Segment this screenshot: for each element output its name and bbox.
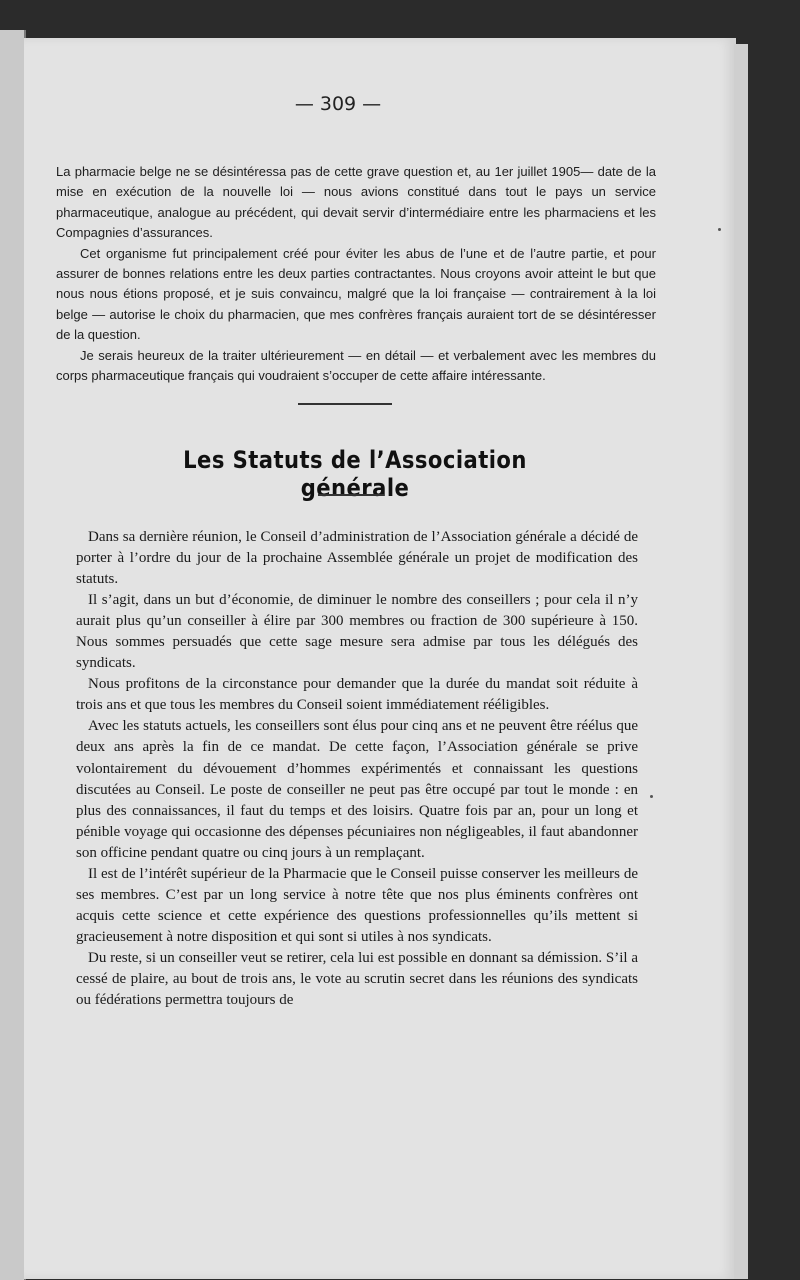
- body-paragraph: Dans sa dernière réunion, le Conseil d’administration de l’Association générale a décidé de porter à l’ordre du jour de la prochaine Assemblée générale un projet de modification des statuts.: [76, 529, 638, 588]
- margin-speck: [650, 795, 653, 798]
- body-paragraph: Avec les statuts actuels, les conseillers sont élus pour cinq ans et ne peuvent être réélus que deux ans après la fin de ce mandat. De cette façon, l’Association générale se prive volontairement du dévouement d’hommes expérimentés et connaissant les questions discutées au Conseil. Le poste de conseiller ne peut pas être occupé par tout le monde : en plus des connaissances, il faut du temps et des loisirs. Quatre fois par an, pour un long et pénible voyage qui occasionne des dépenses pécuniaires non négligeables, il faut abandonner son officine pendant quatre ou cinq jours à un remplaçant.: [76, 718, 638, 861]
- intro-paragraph: La pharmacie belge ne se désintéressa pas de cette grave question et, au 1er juillet 1905— date de la mise en exécution de la nouvelle loi — nous avions constitué dans tout le pays un service pharmaceutique, analogue au précédent, qui devait servir d’intermédiaire entre les pharmaciens et les Compagnies d’assurances.: [56, 164, 656, 241]
- facing-page-edge: [0, 30, 26, 1280]
- page-stack-edge: [734, 44, 748, 1279]
- intro-paragraph: Je serais heureux de la traiter ultérieurement — en détail — et verbalement avec les membres du corps pharmaceutique français qui voudraient s’occuper de cette affaire intéressante.: [56, 347, 656, 384]
- body-paragraph: Nous profitons de la circonstance pour demander que la durée du mandat soit réduite à trois ans et que tous les membres du Conseil soient immédiatement rééligibles.: [76, 676, 638, 714]
- intro-text-block: [56, 162, 656, 386]
- body-text-block: [76, 527, 638, 1011]
- margin-speck: [718, 228, 721, 231]
- body-paragraph: Il est de l’intérêt supérieur de la Pharmacie que le Conseil puisse conserver les meilleurs de ses membres. C’est par un long service à notre tête que nos plus éminents confrères ont acquis cette science et cette expérience des questions professionnelles qu’ils mettent si gracieusement à notre disposition et qui sont si utiles à nos syndicats.: [76, 865, 638, 945]
- body-paragraph: Du reste, si un conseiller veut se retirer, cela lui est possible en donnant sa démission. S’il a cessé de plaire, au bout de trois ans, le vote au scrutin secret dans les réunions des syndicats ou fédérations permettra toujours de: [76, 949, 638, 1009]
- section-title: Les Statuts de l’Association générale: [183, 446, 527, 502]
- section-divider: [298, 403, 392, 405]
- page-number: — 309 —: [294, 93, 382, 115]
- intro-paragraph: Cet organisme fut principalement créé pour éviter les abus de l’une et de l’autre partie, et pour assurer de bonnes relations entre les deux parties contractantes. Nous croyons avoir atteint le but que nous nous étions proposé, et je suis convaincu, malgré que la loi française — contrairement à la loi belge — autorise le choix du pharmacien, que mes confrères français auraient tort de se désintéresser de la question.: [56, 245, 656, 343]
- title-underline: [318, 494, 384, 496]
- body-paragraph: Il s’agit, dans un but d’économie, de diminuer le nombre des conseillers ; pour cela il n’y aurait plus qu’un conseiller à élire par 300 membres ou fraction de 300 supérieure à 150. Nous sommes persuadés que cette sage mesure sera admise par tous les délégués des syndicats.: [76, 592, 638, 672]
